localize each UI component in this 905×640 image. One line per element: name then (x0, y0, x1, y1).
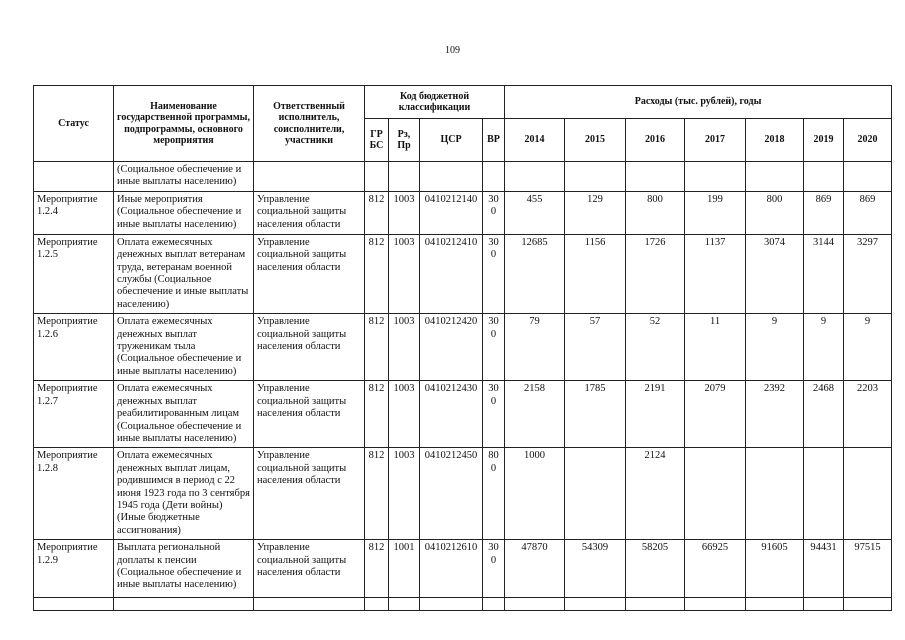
header-year: 2018 (746, 119, 804, 162)
table-row (34, 162, 892, 192)
cell-value: 3144 (804, 234, 844, 313)
table-row (34, 598, 892, 611)
cell-vr: 300 (483, 381, 505, 448)
cell-value: 2124 (626, 448, 685, 540)
cell-value (685, 448, 746, 540)
cell-value: 129 (565, 191, 626, 234)
cell-status: Мероприятие 1.2.7 (34, 381, 114, 448)
cell-value: 9 (844, 314, 892, 381)
cell-csr: 0410212610 (420, 540, 483, 598)
cell-responsible: Управление социальной защиты населения области (254, 191, 365, 234)
cell-csr: 0410212410 (420, 234, 483, 313)
cell-status: Мероприятие 1.2.4 (34, 191, 114, 234)
cell-rzpr: 1001 (389, 540, 420, 598)
header-budget-code: Код бюджетной классификации (365, 86, 505, 119)
cell-value: 11 (685, 314, 746, 381)
table-row (34, 540, 892, 598)
cell-grbs: 812 (365, 448, 389, 540)
header-expenses: Расходы (тыс. рублей), годы (505, 86, 892, 119)
cell-value: 1156 (565, 234, 626, 313)
header-year: 2015 (565, 119, 626, 162)
cell-responsible: Управление социальной защиты населения области (254, 381, 365, 448)
cell-value: 97515 (844, 540, 892, 598)
cell-value: 2392 (746, 381, 804, 448)
table-header (34, 86, 892, 162)
cell-vr: 300 (483, 314, 505, 381)
cell-value: 800 (626, 191, 685, 234)
cell-responsible: Управление социальной защиты населения области (254, 448, 365, 540)
header-status: Статус (34, 86, 114, 162)
table-row (34, 381, 892, 448)
header-vr: ВР (483, 119, 505, 162)
header-csr: ЦСР (420, 119, 483, 162)
table-row (34, 448, 892, 540)
header-year: 2017 (685, 119, 746, 162)
cell-responsible: Управление социальной защиты населения области (254, 314, 365, 381)
cell-value: 1137 (685, 234, 746, 313)
cell-responsible: Управление социальной защиты населения области (254, 540, 365, 598)
cell-value: 52 (626, 314, 685, 381)
cell-rzpr: 1003 (389, 314, 420, 381)
cell-value: 1726 (626, 234, 685, 313)
cell-rzpr: 1003 (389, 381, 420, 448)
header-responsible: Ответственный исполнитель, соисполнители, участники (254, 86, 365, 162)
table-row (34, 234, 892, 313)
header-year: 2014 (505, 119, 565, 162)
table-row (34, 314, 892, 381)
cell-name: Оплата ежемесячных денежных выплат ветеранам труда, ветеранам военной службы (Социальное обеспечение и иные выплаты населению) (114, 234, 254, 313)
cell-status: Мероприятие 1.2.8 (34, 448, 114, 540)
cell-value: 2079 (685, 381, 746, 448)
budget-table (33, 85, 892, 611)
cell-vr: 800 (483, 448, 505, 540)
cell-value: 2468 (804, 381, 844, 448)
header-year: 2016 (626, 119, 685, 162)
cell-value: 54309 (565, 540, 626, 598)
cell-csr: 0410212420 (420, 314, 483, 381)
cell-value: 9 (746, 314, 804, 381)
cell-grbs: 812 (365, 314, 389, 381)
page-number: 109 (445, 45, 460, 56)
cell-status: Мероприятие 1.2.6 (34, 314, 114, 381)
cell-value: 455 (505, 191, 565, 234)
cell-value: 1000 (505, 448, 565, 540)
cell-vr: 300 (483, 191, 505, 234)
cell-csr: 0410212450 (420, 448, 483, 540)
cell-value (746, 448, 804, 540)
cell-rzpr: 1003 (389, 191, 420, 234)
cell-value: 58205 (626, 540, 685, 598)
table-row (34, 191, 892, 234)
cell-vr: 300 (483, 540, 505, 598)
cell-value: 9 (804, 314, 844, 381)
cell-grbs: 812 (365, 191, 389, 234)
cell-value: 800 (746, 191, 804, 234)
cell-value (565, 448, 626, 540)
cell-value: 3074 (746, 234, 804, 313)
cell-value: 2203 (844, 381, 892, 448)
cell-name: Выплата региональной доплаты к пенсии (Социальное обеспечение и иные выплаты населению) (114, 540, 254, 598)
cell-value: 3297 (844, 234, 892, 313)
cell-value: 2158 (505, 381, 565, 448)
cell-responsible: Управление социальной защиты населения области (254, 234, 365, 313)
cell-csr: 0410212140 (420, 191, 483, 234)
cell-rzpr: 1003 (389, 234, 420, 313)
cell-name: Иные мероприятия (Социальное обеспечение и иные выплаты населению) (114, 191, 254, 234)
cell-value: 869 (804, 191, 844, 234)
cell-value: 1785 (565, 381, 626, 448)
cell-status: Мероприятие 1.2.9 (34, 540, 114, 598)
cell-value: 47870 (505, 540, 565, 598)
header-year: 2019 (804, 119, 844, 162)
cell-value: 12685 (505, 234, 565, 313)
cell-value: 79 (505, 314, 565, 381)
cell-value (804, 448, 844, 540)
cell-rzpr: 1003 (389, 448, 420, 540)
cell-value: 91605 (746, 540, 804, 598)
cell-status: Мероприятие 1.2.5 (34, 234, 114, 313)
cell-value: 869 (844, 191, 892, 234)
cell-name: Оплата ежемесячных денежных выплат труженикам тыла (Социальное обеспечение и иные выплаты населению) (114, 314, 254, 381)
cell-value: 94431 (804, 540, 844, 598)
header-year: 2020 (844, 119, 892, 162)
cell-value: 66925 (685, 540, 746, 598)
cell-value: 2191 (626, 381, 685, 448)
cell-name: Оплата ежемесячных денежных выплат реабилитированным лицам (Социальное обеспечение и иные выплаты населению) (114, 381, 254, 448)
cell-grbs: 812 (365, 381, 389, 448)
header-grbs: ГРБС (365, 119, 389, 162)
header-name: Наименование государственной программы, подпрограммы, основного мероприятия (114, 86, 254, 162)
cell-value: 199 (685, 191, 746, 234)
cell-value: 57 (565, 314, 626, 381)
continuation-text: (Социальное обеспечение и иные выплаты населению) (114, 162, 254, 192)
cell-name: Оплата ежемесячных денежных выплат лицам, родившимся в период с 22 июня 1923 года по 3 сентября 1945 года (Дети войны) (Иные бюджетные ассигнования) (114, 448, 254, 540)
header-rzpr: Рз, Пр (389, 119, 420, 162)
cell-value (844, 448, 892, 540)
cell-grbs: 812 (365, 540, 389, 598)
cell-csr: 0410212430 (420, 381, 483, 448)
cell-vr: 300 (483, 234, 505, 313)
cell-grbs: 812 (365, 234, 389, 313)
